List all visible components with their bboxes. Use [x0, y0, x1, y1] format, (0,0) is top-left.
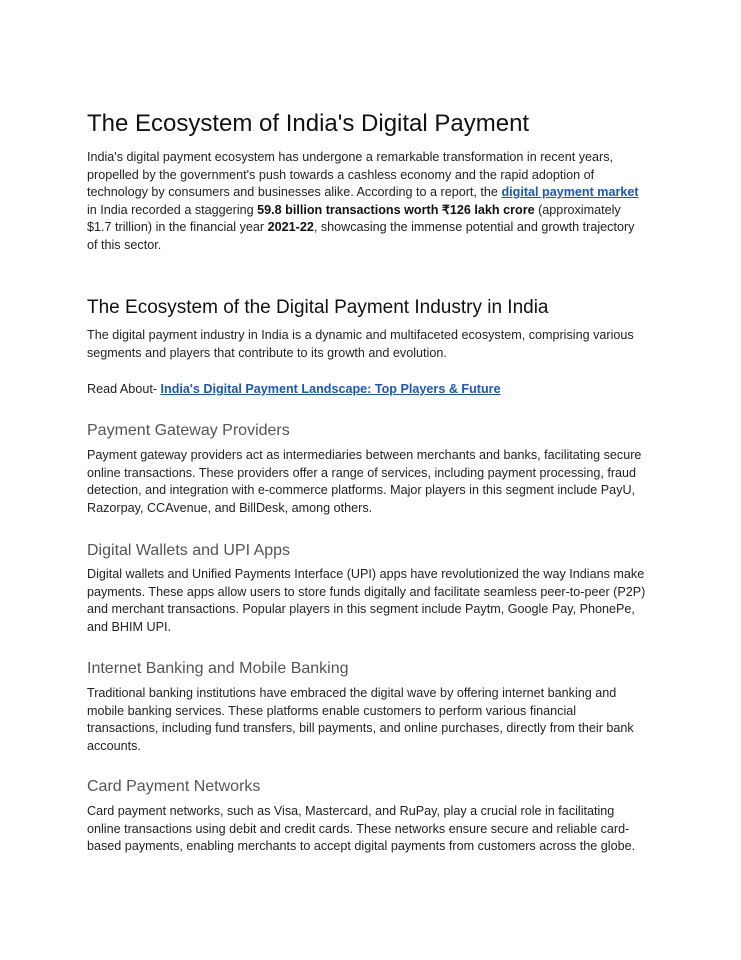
page-title: The Ecosystem of India's Digital Payment [87, 110, 530, 137]
section-paragraph: The digital payment industry in India is a dynamic and multifaceted ecosystem, comprising various segments and players that contribute to its growth and evolution. [87, 328, 634, 360]
subsection-paragraph: Payment gateway providers act as intermediaries between merchants and banks, facilitating secure online transactions. These providers offer a range of services, including payment processing, fraud detection, and integration with e-commerce platforms. Major players in this segment include PayU, Razorpay, CCAvenue, and BillDesk, among others. [87, 448, 642, 515]
subsection-heading: Card Payment Networks [87, 778, 261, 795]
subsection-paragraph: Card payment networks, such as Visa, Mastercard, and RuPay, play a crucial role in facilitating online transactions using debit and credit cards. These networks ensure secure and reliable card-based payments, enabling merchants to accept digital payments from customers across the globe. [87, 804, 636, 854]
intro-bold-year: 2021-22 [267, 220, 314, 235]
digital-payment-market-link[interactable]: digital payment market [501, 185, 639, 200]
section-heading: The Ecosystem of the Digital Payment Industry in India [87, 297, 549, 318]
intro-text: India's digital payment ecosystem has undergone a remarkable transformation in recent years, propelled by the government's push towards a cashless economy and the rapid adoption of technology by consumers and businesses alike. According to a report, the [87, 150, 614, 200]
intro-paragraph [87, 149, 647, 255]
subsection-paragraph: Traditional banking institutions have embraced the digital wave by offering internet banking and mobile banking services. These platforms enable customers to perform various financial transactions, including fund transfers, bill payments, and online purchases, directly from their bank accounts. [87, 686, 634, 753]
intro-text: in India recorded a staggering [87, 202, 258, 217]
intro-text: (approximately $1.7 trillion) in the financial year [87, 202, 621, 235]
read-about-link[interactable]: India's Digital Payment Landscape: Top Players & Future [160, 382, 501, 396]
subsection-heading: Payment Gateway Providers [87, 422, 290, 439]
intro-bold-stat: 59.8 billion transactions worth ₹126 lakh crore [257, 202, 535, 217]
subsection-heading: Internet Banking and Mobile Banking [87, 660, 349, 677]
intro-text: , showcasing the immense potential and growth trajectory of this sector. [87, 220, 635, 252]
read-about-line [87, 381, 647, 399]
subsection-paragraph: Digital wallets and Unified Payments Interface (UPI) apps have revolutionized the way Indians make payments. These apps allow users to store funds digitally and facilitate seamless peer-to-peer (P2P) and merchant transactions. Popular players in this segment include Paytm, Google Pay, PhonePe, and BHIM UPI. [87, 567, 646, 634]
subsection-heading: Digital Wallets and UPI Apps [87, 542, 291, 559]
read-about-label: Read About- [87, 382, 161, 396]
